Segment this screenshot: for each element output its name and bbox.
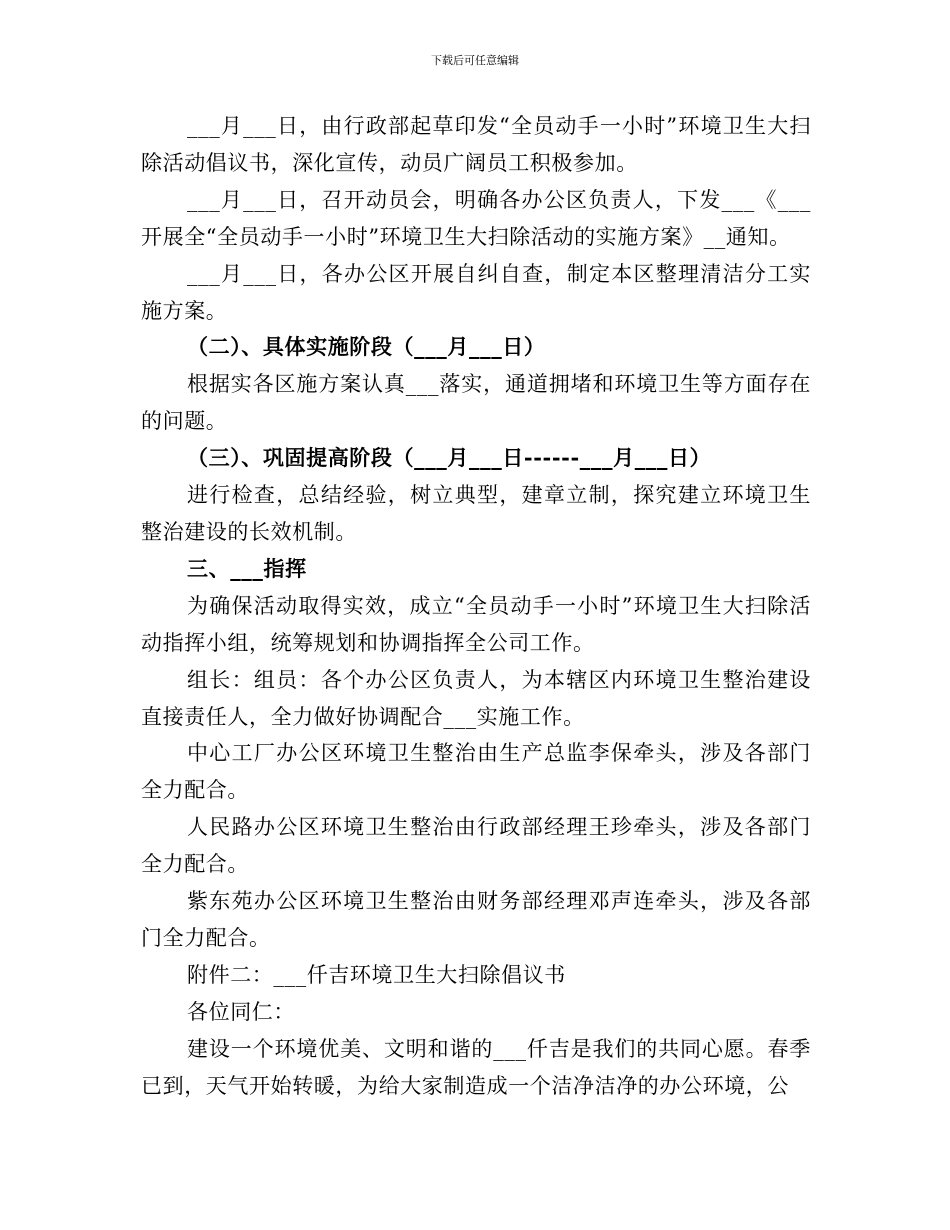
paragraph: 中心工厂办公区环境卫生整治由生产总监李保牵头，涉及各部门全力配合。 [141,741,811,803]
paragraph: 附件二：___仟吉环境卫生大扫除倡议书 [187,962,566,987]
paragraph: ___月___日，各办公区开展自纠自查，制定本区整理清洁分工实施方案。 [141,261,811,323]
section-heading: （三）、巩固提高阶段（___月___日------___月___日） [187,445,712,471]
paragraph: 根据实各区施方案认真___落实，通道拥堵和环境卫生等方面存在的问题。 [141,372,811,434]
section-heading: 三、___指挥 [187,555,307,581]
paragraph: ___月___日，召开动员会，明确各办公区负责人，下发___《___开展全“全员动手一小时”环境卫生大扫除活动的实施方案》__通知。 [141,187,811,249]
document-body [141,108,811,1104]
section-heading: （二）、具体实施阶段（___月___日） [187,334,546,360]
paragraph: 建设一个环境优美、文明和谐的___仟吉是我们的共同心愿。春季已到，天气开始转暖，为给大家制造成一个洁净洁净的办公环境，公 [141,1036,811,1098]
paragraph: 人民路办公区环境卫生整治由行政部经理王珍牵头，涉及各部门全力配合。 [141,815,811,877]
paragraph: ___月___日，由行政部起草印发“全员动手一小时”环境卫生大扫除活动倡议书，深化宣传，动员广阔员工积极参加。 [141,114,811,175]
paragraph: 各位同仁： [187,999,295,1024]
paragraph: 为确保活动取得实效，成立“全员动手一小时”环境卫生大扫除活动指挥小组，统筹规划和协调指挥全公司工作。 [141,593,811,655]
paragraph: 紫东苑办公区环境卫生整治由财务部经理邓声连牵头，涉及各部门全力配合。 [141,889,811,950]
paragraph: 组长：组员：各个办公区负责人，为本辖区内环境卫生整治建设直接责任人，全力做好协调配合___实施工作。 [141,667,811,729]
page-header: 下载后可任意编辑 [431,54,519,67]
paragraph: 进行检查，总结经验，树立典型，建章立制，探究建立环境卫生整治建设的长效机制。 [141,483,811,544]
